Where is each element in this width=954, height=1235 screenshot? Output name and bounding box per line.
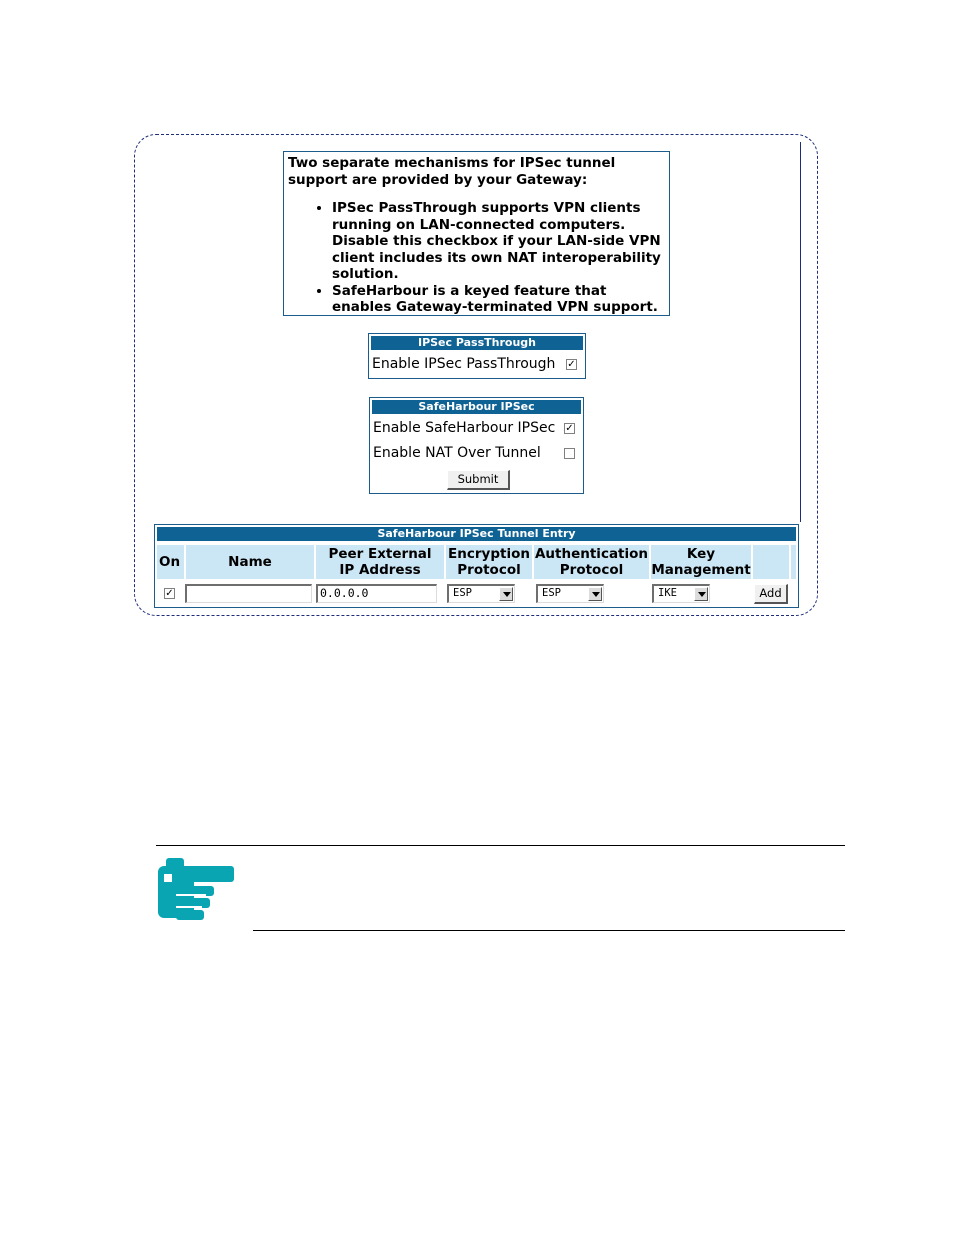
authentication-protocol-value: ESP (542, 587, 561, 599)
tunnel-on-checkbox[interactable] (164, 588, 175, 599)
frame-divider-line (800, 142, 801, 522)
dropdown-arrow-icon[interactable] (694, 587, 708, 601)
encryption-protocol-select[interactable] (447, 584, 515, 603)
check-mark-icon: ✓ (565, 423, 574, 434)
tunnel-name-input[interactable] (185, 584, 312, 603)
tunnel-entry-table (154, 524, 799, 608)
note-bottom-rule (253, 930, 845, 931)
authentication-protocol-select[interactable] (536, 584, 604, 603)
column-header-on: On (157, 545, 184, 579)
ipsec-info-box (283, 151, 670, 316)
column-header-name: Name (186, 545, 314, 579)
peer-ip-input[interactable]: 0.0.0.0 (316, 584, 437, 603)
check-mark-icon: ✓ (567, 359, 576, 370)
encryption-protocol-value: ESP (453, 587, 472, 599)
submit-button[interactable]: Submit (447, 470, 510, 490)
safeharbour-ipsec-title: SafeHarbour IPSec (372, 400, 581, 414)
info-bullet-passthrough: • IPSec PassThrough supports VPN clients running on LAN-connected computers. Disable this checkbox if your LAN-side VPN client includes its own NAT interoperability solution. (332, 200, 665, 283)
info-intro: Two separate mechanisms for IPSec tunnel support are provided by your Gateway: (288, 155, 616, 188)
ipsec-passthrough-panel (368, 333, 586, 379)
column-header-authentication: Authentication Protocol (534, 546, 649, 578)
column-header-key-management: Key Management (651, 546, 751, 578)
enable-passthrough-label: Enable IPSec PassThrough (372, 356, 556, 372)
tunnel-entry-title: SafeHarbour IPSec Tunnel Entry (157, 527, 796, 541)
info-bullet-list (288, 200, 665, 316)
enable-safeharbour-label: Enable SafeHarbour IPSec (373, 420, 556, 436)
enable-passthrough-checkbox[interactable] (566, 359, 577, 370)
info-bullet-safeharbour: • SafeHarbour is a keyed feature that enables Gateway-terminated VPN support. (332, 283, 665, 316)
note-top-rule (156, 845, 845, 846)
column-header-peer-ip: Peer External IP Address (316, 545, 444, 579)
ipsec-passthrough-title: IPSec PassThrough (371, 336, 583, 350)
safeharbour-ipsec-panel (369, 397, 584, 494)
key-management-select[interactable] (652, 584, 710, 603)
enable-nat-over-tunnel-label: Enable NAT Over Tunnel (373, 445, 541, 461)
key-management-value: IKE (658, 587, 677, 599)
enable-safeharbour-checkbox[interactable] (564, 423, 575, 434)
enable-nat-over-tunnel-checkbox[interactable] (564, 448, 575, 459)
pointing-hand-note-icon (158, 858, 236, 922)
column-header-spacer (791, 545, 796, 579)
check-mark-icon: ✓ (165, 588, 174, 599)
dropdown-arrow-icon[interactable] (588, 587, 602, 601)
column-header-encryption: Encryption Protocol (446, 545, 532, 579)
column-header-action (753, 545, 789, 579)
dropdown-arrow-icon[interactable] (499, 587, 513, 601)
add-tunnel-button[interactable]: Add (754, 584, 788, 604)
